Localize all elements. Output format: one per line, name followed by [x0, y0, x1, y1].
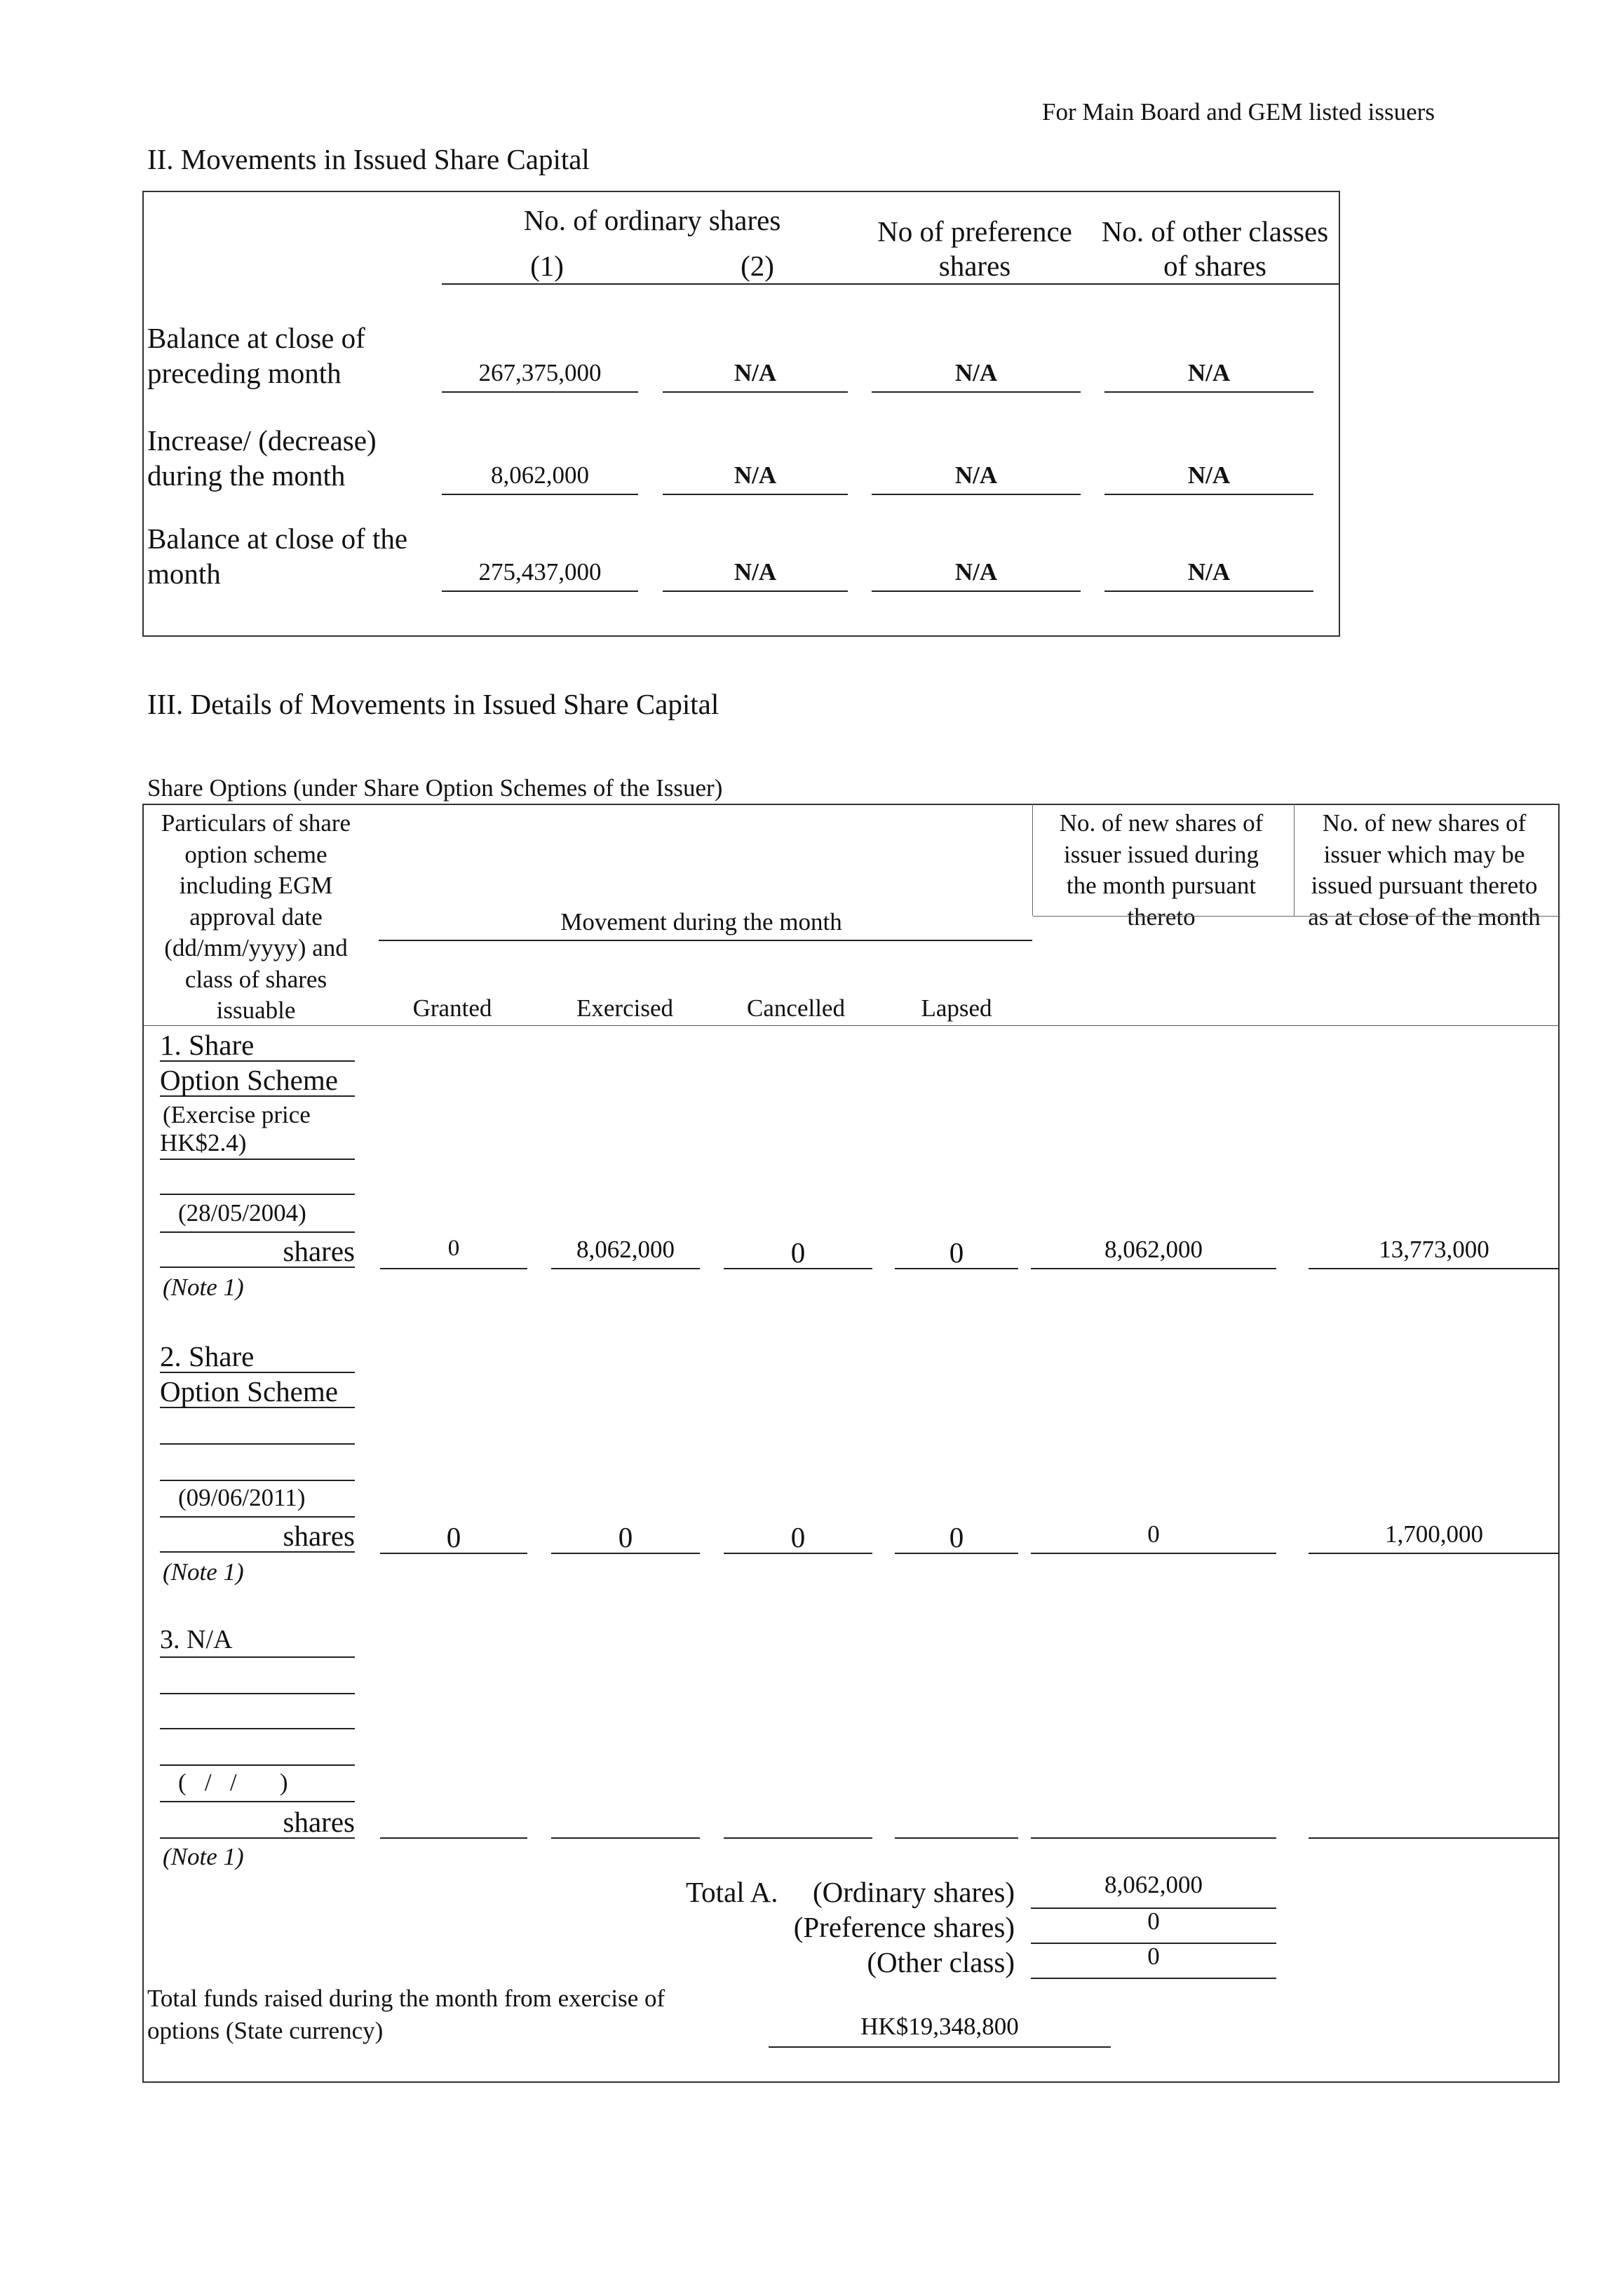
row-label: during the month [147, 459, 346, 492]
other-classes-value: N/A [1104, 359, 1313, 393]
scheme-title-line: 1. Share [160, 1028, 355, 1062]
movement-header-rule [379, 940, 1032, 941]
scheme-exercise-price: (Exercise price [163, 1101, 311, 1128]
header-divider [1294, 804, 1295, 916]
other-classes-value: N/A [1104, 461, 1313, 495]
exercised-value: 0 [551, 1520, 700, 1554]
ordinary-shares-2-value: N/A [663, 461, 848, 495]
header-rule [442, 283, 1340, 285]
blank-line [160, 1661, 355, 1694]
lapsed-value: 0 [895, 1236, 1018, 1269]
note-1-label: (Note 1) [163, 1558, 244, 1586]
preference-shares-value: N/A [872, 359, 1081, 393]
scheme-title-line: 3. N/A [160, 1624, 355, 1658]
total-preference-value: 0 [1031, 1907, 1276, 1944]
note-1-label: (Note 1) [163, 1274, 244, 1301]
header-right-rule [1033, 916, 1560, 917]
new-shares-may-issue-value: 13,773,000 [1309, 1236, 1560, 1269]
particulars-header: Particulars of share option scheme including EGM approval date (dd/mm/yyyy) and class of shares issuable [161, 809, 351, 1024]
total-other-value: 0 [1031, 1943, 1276, 1979]
header-divider [1032, 804, 1033, 916]
row-label: Balance at close of [147, 322, 365, 354]
exercised-value: 8,062,000 [551, 1236, 700, 1269]
header-bottom-rule [144, 1025, 1560, 1026]
total-ordinary-value: 8,062,000 [1031, 1871, 1276, 1909]
preference-header-1: No of preference [877, 215, 1072, 248]
total-a-label: Total A. [686, 1876, 778, 1908]
shares-label: shares [160, 1805, 355, 1839]
scheme-approval-date: ( / / ) [160, 1769, 355, 1802]
new-shares-may-issue-value [1309, 1805, 1560, 1839]
granted-value: 0 [380, 1236, 527, 1269]
ordinary-shares-1-value: 275,437,000 [442, 558, 638, 592]
new-shares-issued-value: 0 [1031, 1520, 1276, 1554]
note-1-label: (Note 1) [163, 1843, 244, 1870]
preference-header-2: shares [938, 250, 1011, 282]
granted-header: Granted [412, 994, 492, 1022]
ordinary-shares-2-value: N/A [663, 359, 848, 393]
ordinary-shares-1-value: 267,375,000 [442, 359, 638, 393]
exercised-header: Exercised [576, 994, 673, 1022]
new-shares-may-issue-header: No. of new shares of issuer which may be issued pursuant thereto as at close of the month [1308, 809, 1541, 931]
col-1-header: (1) [530, 250, 564, 282]
row-label: month [147, 558, 221, 590]
other-classes-header-2: of shares [1163, 250, 1266, 282]
cancelled-header: Cancelled [747, 994, 845, 1022]
movement-header: Movement during the month [560, 908, 842, 936]
blank-line [160, 1164, 355, 1195]
preference-shares-value: N/A [872, 461, 1081, 495]
lapsed-header: Lapsed [921, 994, 992, 1022]
total-preference-label: (Preference shares) [793, 1911, 1015, 1943]
granted-value: 0 [380, 1520, 527, 1554]
shares-label: shares [160, 1519, 355, 1553]
new-shares-issued-header: No. of new shares of issuer issued during the month pursuant thereto [1059, 809, 1264, 931]
scheme-title-line: 2. Share [160, 1339, 355, 1373]
funds-raised-label: options (State currency) [147, 2017, 384, 2044]
ordinary-shares-2-value: N/A [663, 558, 848, 592]
other-classes-value: N/A [1104, 558, 1313, 592]
section-2-title: II. Movements in Issued Share Capital [147, 143, 590, 175]
blank-line [160, 1696, 355, 1729]
granted-value [380, 1805, 527, 1839]
row-label: Balance at close of the [147, 522, 408, 555]
total-other-label: (Other class) [867, 1946, 1015, 1978]
blank-line [160, 1732, 355, 1766]
scheme-approval-date: (09/06/2011) [160, 1484, 355, 1518]
cancelled-value: 0 [724, 1520, 872, 1554]
col-2-header: (2) [741, 250, 774, 282]
ordinary-shares-header: No. of ordinary shares [523, 204, 781, 236]
preference-shares-value: N/A [872, 558, 1081, 592]
total-ordinary-label: (Ordinary shares) [812, 1876, 1015, 1908]
blank-line [160, 1411, 355, 1445]
shares-label: shares [160, 1234, 355, 1268]
scheme-approval-date: (28/05/2004) [160, 1199, 355, 1233]
lapsed-value: 0 [895, 1520, 1018, 1554]
lapsed-value [895, 1805, 1018, 1839]
blank-line [160, 1447, 355, 1481]
new-shares-issued-value [1031, 1805, 1276, 1839]
new-shares-issued-value: 8,062,000 [1031, 1236, 1276, 1269]
row-label: preceding month [147, 357, 342, 389]
scheme-exercise-price: HK$2.4) [160, 1129, 355, 1160]
funds-raised-label: Total funds raised during the month from exercise of [147, 1985, 665, 2012]
issuer-type-note: For Main Board and GEM listed issuers [1042, 98, 1435, 126]
exercised-value [551, 1805, 700, 1839]
ordinary-shares-1-value: 8,062,000 [442, 461, 638, 495]
other-classes-header-1: No. of other classes [1101, 215, 1329, 248]
scheme-title-line: Option Scheme [160, 1375, 355, 1408]
share-options-subtitle: Share Options (under Share Option Schemes of the Issuer) [147, 774, 723, 802]
cancelled-value: 0 [724, 1236, 872, 1269]
scheme-title-line: Option Scheme [160, 1063, 355, 1097]
cancelled-value [724, 1805, 872, 1839]
funds-raised-value: HK$19,348,800 [769, 2013, 1111, 2048]
new-shares-may-issue-value: 1,700,000 [1309, 1520, 1560, 1554]
row-label: Increase/ (decrease) [147, 424, 377, 457]
section-3-title: III. Details of Movements in Issued Share Capital [147, 688, 719, 720]
